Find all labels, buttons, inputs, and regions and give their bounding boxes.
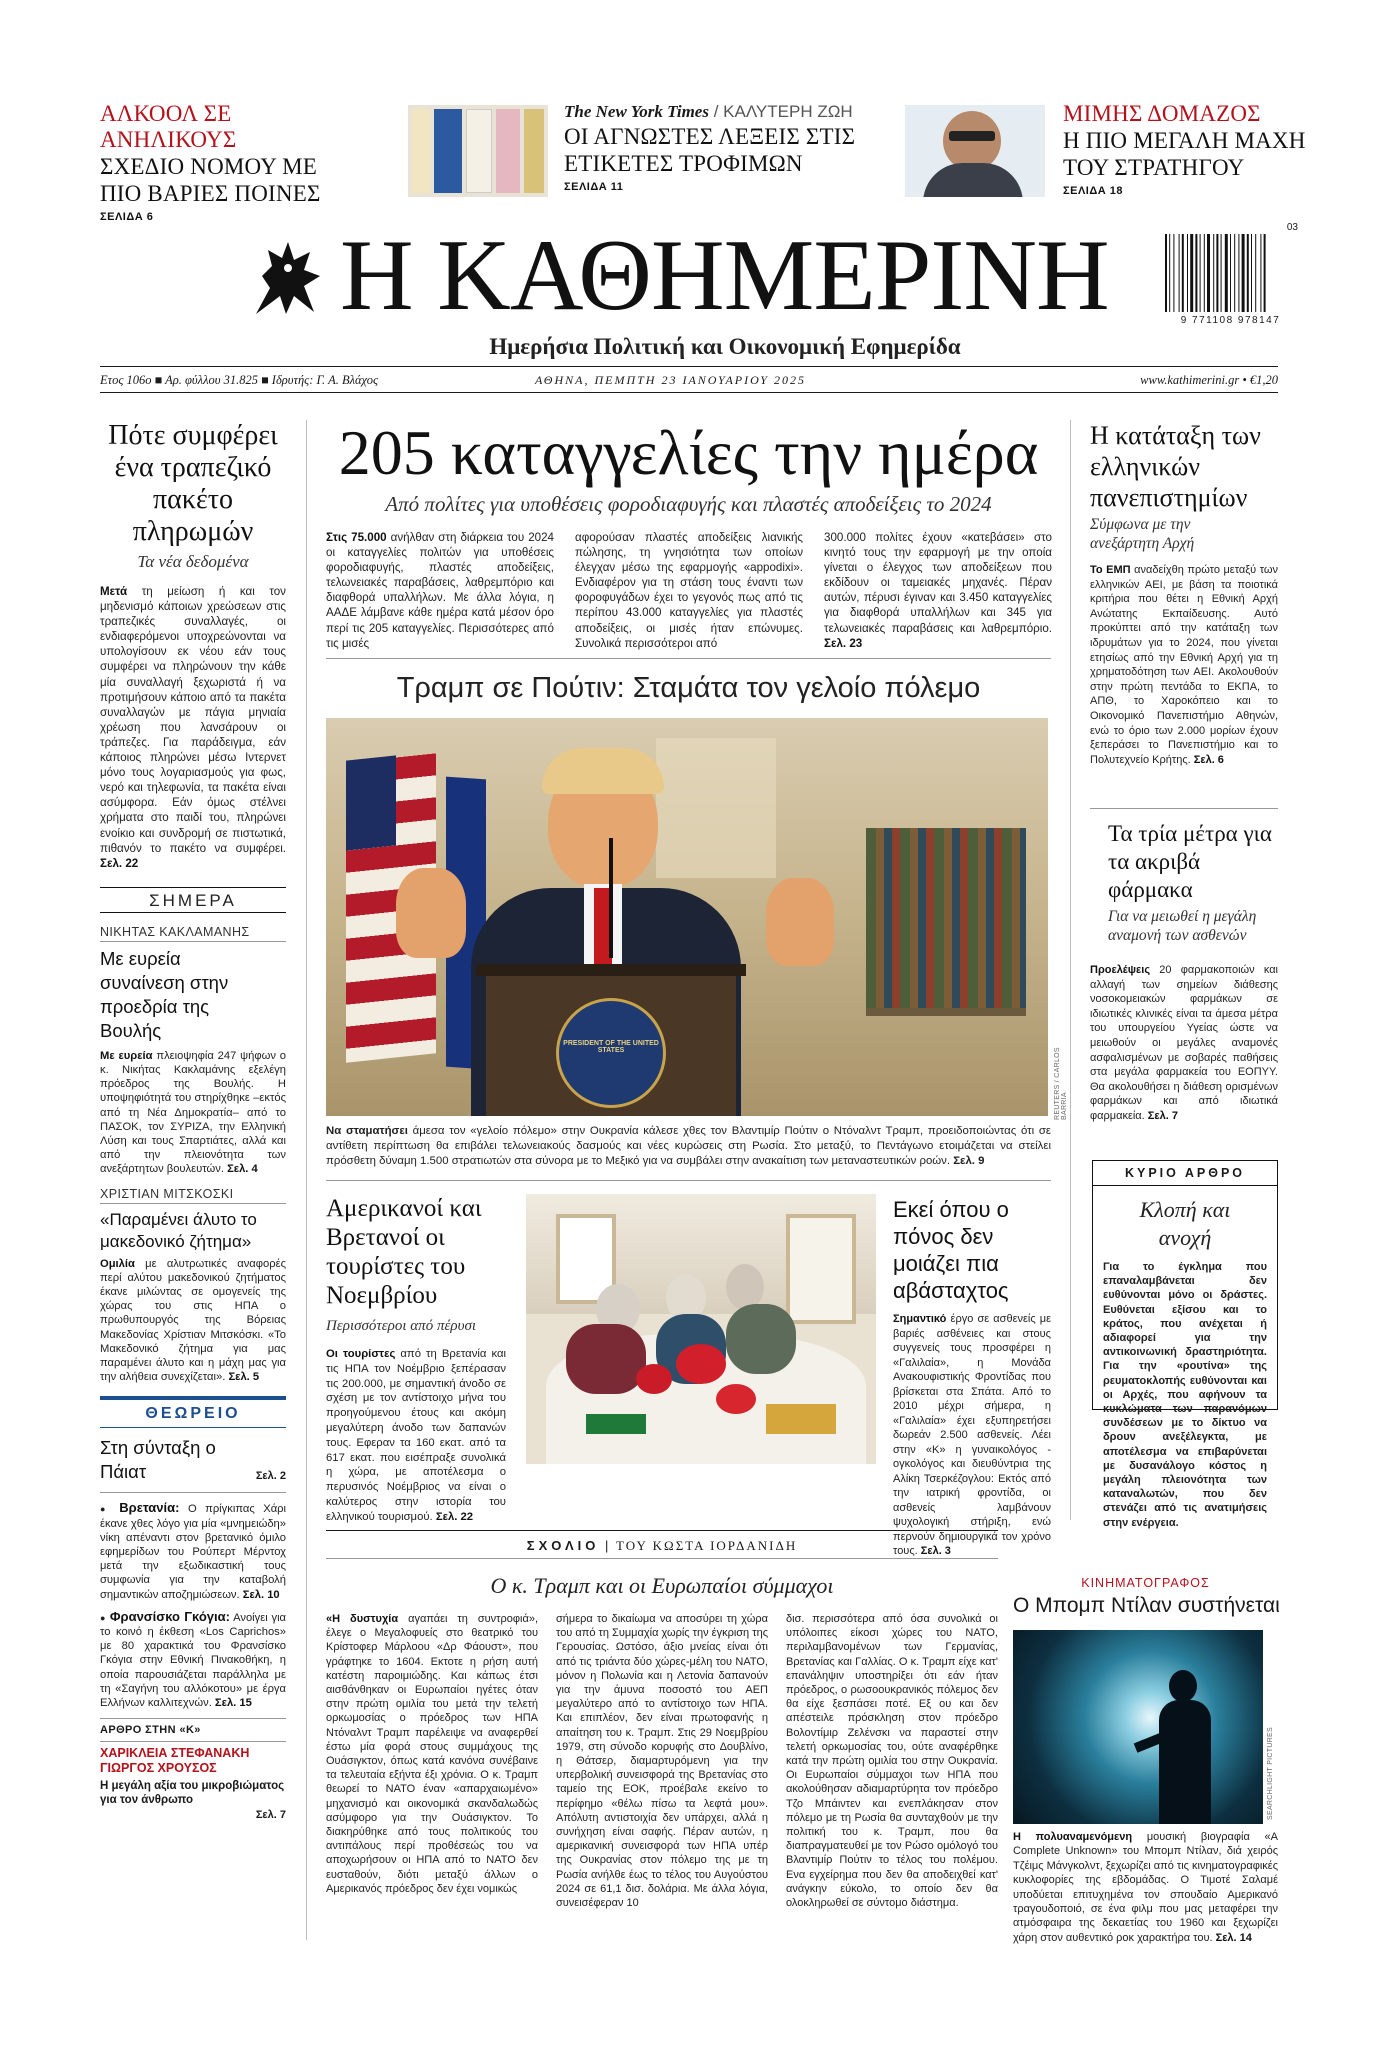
ranking-subtitle: Σύμφωνα με την ανεξάρτητη Αρχή [1090, 516, 1195, 552]
dylan-photo-credit: SEARCHLIGHT PICTURES [1267, 1727, 1274, 1820]
teaser-food-photo [408, 105, 548, 197]
podium-seal-text: PRESIDENT OF THE UNITED STATES [563, 1040, 659, 1054]
op1-author: ΝΙΚΗΤΑΣ ΚΑΚΛΑΜΑΝΗΣ [100, 925, 286, 942]
pain-title: Εκεί όπου ο πόνος δεν μοιάζει πια αβάσταχτος [893, 1197, 1009, 1303]
teaser-kicker: ΑΛΚΟΟΛ ΣΕ ΑΝΗΛΙΚΟΥΣ [100, 101, 237, 152]
today-label: ΣΗΜΕΡΑ [100, 887, 286, 913]
griffin-logo-icon [248, 236, 328, 318]
tourists-subtitle: Περισσότεροι από πέρυσι [326, 1318, 477, 1334]
op1-body: Με ευρεία πλειοψηφία 247 ψήφων ο κ. Νικήτας Κακλαμάνης εξελέγη πρόεδρος της Βουλής. Η υποψηφιότητά του στηρίχθηκε –εκτός από τη Νέα Δημοκρατία– από το ΠΑΣΟΚ, τον ΣΥΡΙΖΑ, την Ελληνική Λύση και τους Σπαρτιάτες, αλλά και από την πλειονότητα των ανεξάρτητων βουλευτών. Σελ. 4 [100, 1049, 287, 1176]
theoreio-box[interactable] [100, 1396, 286, 1482]
comment-title[interactable]: Ο κ. Τραμπ και οι Ευρωπαίοι σύμμαχοι [490, 1573, 834, 1598]
teaser-title: ΟΙ ΑΓΝΩΣΤΕΣ ΛΕΞΕΙΣ ΣΤΙΣ ΕΤΙΚΕΤΕΣ ΤΡΟΦΙΜΩΝ [564, 124, 856, 176]
op1-title[interactable]: Με ευρεία συναίνεση στην προεδρία της Βουλής [100, 947, 229, 1041]
brief-britain[interactable]: ● Βρετανία: Ο πρίγκιπας Χάρι έκανε χθες λόγο για μία «μνημειώδη» νίκη απέναντι στον βρετανικό όμιλο εφημερίδων του Ρούπερτ Μέρντοχ μετά την εξωδικαστική τους συμφωνία για την καταβολή σημαντικών αποζημιώσεων. Σελ. 10 [100, 1500, 287, 1601]
teaser-alcohol[interactable] [100, 101, 360, 223]
teaser-domazos-photo [905, 105, 1045, 197]
lead-card-title[interactable]: Πότε συμφέρει ένα τραπεζικό πακέτο πληρωμών [108, 420, 278, 547]
barcode-digits: 9 771108 978147 [1180, 315, 1281, 326]
brief-goya[interactable]: ● Φρανσίσκο Γκόγια: Ανοίγει για το κοινό η έκθεση «Los Caprichos» με 80 χαρακτικά του Φρανσίσκο Γκόγια στην Εθνική Πινακοθήκη, η οποία παρουσιάζεται παράλληλα με τη «Σαγήνη του αλλόκοτου» με έργα Ελλήνων καλλιτεχνών. Σελ. 15 [100, 1608, 287, 1710]
op2-title[interactable]: «Παραμένει άλυτο το μακεδονικό ζήτημα» [100, 1209, 257, 1251]
teaser-title: Η ΠΙΟ ΜΕΓΑΛΗ ΜΑΧΗ ΤΟΥ ΣΤΡΑΤΗΓΟΥ [1063, 128, 1306, 180]
nyt-brand: The New York Times [564, 102, 709, 121]
main-col-3: 300.000 πολίτες έχουν «κατεβάσει» στο κινητό τους την εφαρμογή με την οποία γίνεται ο έλεγχος των αποδείξεων που εκδίδουν οι ταμειακές μηχανές. Πέραν αυτών, πέρυσι έγιναν και 3.450 καταγγελίες για διαφθορά υπαλλήλων και 345 για τελωνειακές παραβάσεις και λαθρεμπόριο. Σελ. 23 [824, 531, 1052, 650]
comment-header: ΣΧΟΛΙΟ | ΤΟΥ ΚΩΣΤΑ ΙΟΡΔΑΝΙΔΗ [526, 1538, 798, 1553]
film-title: Ο Μπομπ Ντίλαν συστήνεται [1013, 1594, 1280, 1617]
teaser-nyt[interactable] [564, 101, 864, 193]
pain-body: Σημαντικό έργο σε ασθενείς με βαριές ασθένειες και στους συγγενείς τους προσφέρει η «Γαλιλαία», η Μονάδα Ανακουφιστικής Φροντίδας που βρίσκεται στα Σπάτα. Από το 2010 μέχρι σήμερα, η «Γαλιλαία» έχει εξυπηρετήσει δωρεάν 2.500 ασθενείς. Λέει στην «Κ» η γυναικολόγος - ογκολόγος και διευθύντρια της Αλίκη Τσερκέζογλου: Εκτός από την ιατρική φροντίδα, οι ασθενείς λαμβάνουν ψυχολογική στήριξη, ενώ περνούν δημιουργικά τον χρόνο τους. Σελ. 3 [893, 1313, 1052, 1557]
teaser-title: ΣΧΕΔΙΟ ΝΟΜΟΥ ΜΕ ΠΙΟ ΒΑΡΙΕΣ ΠΟΙΝΕΣ [100, 154, 321, 206]
ranking-body: Το ΕΜΠ αναδείχθη πρώτο μεταξύ των ελληνικών ΑΕΙ, με βάση τα ποιοτικά κριτήρια που θέτει η Εθνική Αρχή Ανώτατης Εκπαίδευσης. Αυτό προκύπτει από την κατάταξη των ιδρυμάτων για το 2024, που γίνεται ετησίως από την Εθνική Αρχή για τη χρηματοδότηση των ΑΕΙ. Ακολουθούν στην πρώτη πεντάδα το ΕΚΠΑ, το ΑΠΘ, το Χαροκόπειο και το Οικονομικό Πανεπιστήμιο Αθηνών, ενώ το όριο των 2.000 μορίων έχουν ξεπεράσει το Πανεπιστήμιο και το Πολυτεχνείο Κρήτης. Σελ. 6 [1090, 564, 1278, 766]
theoreio-title: Στη σύνταξη ο Πάιατ [100, 1437, 216, 1483]
barcode-top: 03 [1286, 222, 1298, 233]
editorial-title: Κλοπή και ανοχή [1139, 1197, 1231, 1250]
comment-col-1: «Η δυστυχία αγαπάει τη συντροφιά», έλεγε ο Μεγαλοφυείς στο θεατρικό του Κρίστοφερ Μάρλοου «Δρ Φάουστ», που γράφτηκε το 1604. Εκτοτε η ρήση αυτή κατέστη παροιμιώδης. Και κάπως έτσι αισθάνθηκαν οι Ευρωπαίοι ηγέτες όταν στην πρώτη ομιλία του μετά την τελετή ορκωμοσίας ο πρόεδρος των ΗΠΑ Ντόναλντ Τραμπ παρέλειψε να αναφερθεί έστω μία φορά στους συμμάχους της Ουάσιγκτον, όπως κατά κανόνα συνέβαινε τα τελευταία εξήντα έξι χρόνια. Ο κ. Τραμπ θεωρεί το ΝΑΤΟ έναν «απαρχαιωμένο» μηχανισμό και οικονομικά σκανδαλωδώς ασύμφορο για την Ουάσιγκτον. Το διακηρύθηκε από τους πολιτικούς του αντιπάλους περί προθέσεώς του να αποχωρήσουν οι ΗΠΑ από το ΝΑΤΟ δεν ευσταθούν, διότι μεταξύ άλλων ο Αμερικανός πρόεδρος δεν έχει νομικώς [326, 1613, 538, 1895]
ranking-article[interactable] [1090, 420, 1278, 767]
k-article-page: Σελ. 7 [255, 1809, 286, 1822]
teaser-page: ΣΕΛΙΔΑ 6 [100, 211, 154, 223]
photo-headline[interactable]: Τραμπ σε Πούτιν: Σταμάτα τον γελοίο πόλεμο [396, 672, 981, 704]
galilee-photo [526, 1194, 876, 1464]
theoreio-page: Σελ. 2 [255, 1470, 286, 1483]
main-subheadline: Από πολίτες για υποθέσεις φοροδιαφυγής και πλαστές αποδείξεις το 2024 [385, 492, 992, 516]
teaser-page: ΣΕΛΙΔΑ 18 [1063, 185, 1123, 197]
theoreio-label: ΘΕΩΡΕΙΟ [100, 1400, 286, 1428]
drugs-body: Προελέψεις 20 φαρμακοποιών και αλλαγή των σημείων διάθεσης νοσοκομειακών φαρμάκων σε ιδιωτικές κλινικές είναι τα άμεσα μέτρα του υπουργείου Υγείας ώστε να μειωθούν οι μεγάλες αναμονές ασφαλισμένων με σοβαρές παθήσεις στα μεγάλα φαρμακεία του ΕΟΠΥΥ. Θα ακολουθήσει η διάθεση ορισμένων φαρμάκων και από ιδιωτικά φαρμακεία. Σελ. 7 [1090, 964, 1279, 1122]
dylan-photo [1013, 1630, 1263, 1824]
editorial-box[interactable] [1092, 1160, 1278, 1529]
lead-card-subtitle: Τα νέα δεδομένα [137, 552, 249, 571]
trump-caption: Να σταματήσει άμεσα τον «γελοίο πόλεμο» στην Ουκρανία κάλεσε χθες τον Βλαντιμίρ Πούτιν ο Ντόναλντ Τραμπ, προειδοποιώντας ότι σε αντίθετη περίπτωση θα επιβάλει τελωνειακούς δασμούς και νέες κυρώσεις στη Ρωσία. Στο μεταξύ, το Πεντάγωνο ετοιμάζεται να στείλει πρόσθετη δύναμη 1.500 στρατιωτών στα σύνορα με το Μεξικό για να συμβάλει στην ανακαίτιση των μεταναστευτικών ροών. Σελ. 9 [326, 1125, 1051, 1167]
drugs-title: Τα τρία μέτρα για τα ακριβά φάρμακα [1108, 821, 1272, 902]
left-column [100, 420, 286, 1821]
drugs-subtitle: Για να μειωθεί η μεγάλη αναμονή των ασθενών [1108, 908, 1257, 944]
k-article[interactable] [100, 1724, 286, 1821]
website-price: www.kathimerini.gr • €1,20 [1140, 373, 1278, 387]
masthead-subtitle: Ημερήσια Πολιτική και Οικονομική Εφημερίδα [489, 334, 961, 359]
issue-info: Ετος 106ο ■ Αρ. φύλλου 31.825 ■ Ιδρυτής: Γ. Α. Βλάχος [100, 373, 379, 387]
op2-body: Ομιλία με αλυτρωτικές αναφορές περί αλύτου μακεδονικού ζητήματος έκανε μιλώντας σε ομογενείς της χώρας του στις ΗΠΑ ο πρωθυπουργός της Βόρειας Μακεδονίας Χρίστιαν Μιτσκόσκι. «Το Μακεδονικό ζήτημα για μας παραμένει άλυτο και η μάχη μας για την αλήθεια συνεχίζεται». Σελ. 5 [100, 1257, 286, 1384]
comment-col-2: σήμερα το δικαίωμα να αποσύρει τη χώρα του από τη Συμμαχία χωρίς την έγκριση της Γερουσίας. Ωστόσο, άξιο μνείας είναι ότι από τις τριάντα δύο χώρες-μέλη του ΝΑΤΟ, μόνον η Πολωνία και η Λετονία δαπανούν για την άμυνα ποσοστό του ΑΕΠ μεγαλύτερο από το αντίστοιχο των ΗΠΑ. Και επιπλέον, δεν είναι πρωτοφανής η απαίτηση του κ. Τραμπ. Στις 29 Νοεμβρίου 1979, στη σύνοδο κορυφής στο Δουβλίνο, η Θάτσερ, διαμαρτυρόμενη για την υπερβολική συνεισφορά της Βρετανίας στο ταμείο της ΕΟΚ, προέβαλε εκείνο το περίφημο «θέλω πίσω τα λεφτά μου». Απόλυτη αντιστοιχία δεν υπάρχει, αλλά η συνήχηση είναι σαφής. Πέραν αυτών, η αμερικανική συνεισφορά των ΗΠΑ υπέρ της Ουκρανίας στον πόλεμο της με τη Ρωσία ανήλθε έως το τέλος του Αυγούστου 2024 σε 61,1 δισ. δολάρια. Με άλλα λόγια, συνεισέφεραν 10 [556, 1613, 768, 1910]
drugs-article[interactable] [1108, 820, 1278, 945]
tourists-title: Αμερικανοί και Βρετανοί οι τουρίστες του Νοεμβρίου [326, 1195, 482, 1309]
barcode-icon [1163, 222, 1298, 328]
teaser-kicker: ΜΙΜΗΣ ΔΟΜΑΖΟΣ [1063, 101, 1261, 126]
film-article[interactable] [1013, 1576, 1278, 1619]
tourists-body: Οι τουρίστες από τη Βρετανία και τις ΗΠΑ τον Νοέμβριο ξεπέρασαν τις 200.000, με σημαντική άνοδο σε σχέση με τον αντίστοιχο μήνα του προηγούμενου έτους και ακόμη μεγαλύτερη άνοδο των δαπανών τους. Εφεραν τα 160 εκατ. από τα 617 εκατ. που εισέπραξε συνολικά η χώρα, με αποτέλεσμα ο περυσινός Νοέμβριος να είναι ο καλύτερος στην ιστορία του ελληνικού τουρισμού. Σελ. 22 [326, 1348, 506, 1523]
main-col-1: Στις 75.000 ανήλθαν στη διάρκεια του 2024 οι καταγγελίες πολιτών για υποθέσεις φοροδιαφυγής, πλαστές αποδείξεις, τελωνειακές παραβάσεις, λαθρεμπόριο και διαφθορά υπαλλήλων. Με άλλα λόγια, η ΑΑΔΕ λάμβανε κάθε ημέρα κατά μέσον όρο περί τις 205 καταγγελίες. Περισσότερες από τις μισές [326, 531, 554, 650]
k-article-author: ΧΑΡΙΚΛΕΙΑ ΣΤΕΦΑΝΑΚΗ ΓΙΩΡΓΟΣ ΧΡΟΥΣΟΣ [100, 1741, 286, 1776]
comment-col-3: δισ. περισσότερα από όσα συνολικά οι υπόλοιπες είκοσι χώρες του ΝΑΤΟ, περιλαμβανομένων των Γερμανίας, Βρετανίας και Γαλλίας. Ο κ. Τραμπ είχε κατ' επανάληψιν υποστηρίξει ότι εάν ήταν πρόεδρος, ο ρωσοουκρανικός πόλεμος δεν θα είχε ξεσπάσει ποτέ. Εξ ου και δεν απέστειλε πρόσκληση στον πρόεδρο Βολοντίμιρ Ζελένσκι να παραστεί στην τελετή ορκωμοσίας του, ούτε αναφέρθηκε κατά την πρώτη ομιλία του στην Ουκρανία. Οι Ευρωπαίοι σύμμαχοι των ΗΠΑ που ακολούθησαν αδιαμαρτύρητα τον πρόεδρο Τζο Μπάιντεν και ενεπλάκησαν στον πόλεμο με τη Ρωσία θα συνταχθούν με την πολιτική του κ. Τραμπ, που θα διαπραγματευθεί με τον Ρώσο ομόλογό του Βλαντιμίρ Πούτιν το τέλος του πολέμου. Ενα εγχείρημα που δεν θα αποδειχθεί κατ' ανάγκην εύκολο, το οποίο δεν θα ολοκληρωθεί σε σύντομο διάστημα. [786, 1613, 998, 1910]
trump-photo-credit: REUTERS / CARLOS BARRIA [1054, 1047, 1068, 1120]
teaser-domazos[interactable] [1063, 101, 1353, 197]
film-kicker: ΚΙΝΗΜΑΤΟΓΡΑΦΟΣ [1081, 1576, 1210, 1590]
nyt-section: / ΚΑΛΥΤΕΡΗ ΖΩΗ [713, 102, 853, 121]
main-col-2: αφορούσαν πλαστές αποδείξεις λιανικής πώλησης, τη γνησιότητα των οποίων έλεγχαν μέσω της εφαρμογής «appodixi». Ενδιαφέρον για τη στάση τους έναντι των φοροφυγάδων έχει το γεγονός πως από τις περίπου 43.000 καταγγελίες για πλαστές αποδείξεις, οι μισές ήταν επώνυμες. Συνολικά περισσότεροι από [575, 531, 803, 650]
teaser-page: ΣΕΛΙΔΑ 11 [564, 181, 624, 193]
main-headline[interactable]: 205 καταγγελίες την ημέρα [338, 417, 1039, 488]
comment-label: ΣΧΟΛΙΟ [526, 1538, 600, 1553]
trump-photo [326, 718, 1048, 1116]
lead-card-body: Μετά τη μείωση ή και τον μηδενισμό κάποιων χρεώσεων στις τραπεζικές συναλλαγές, οι ενδιαφερόμενοι υποχρεώνονται να υπολογίσουν εκ νέου εάν τους συμφέρει να πληρώνουν την κάθε μία συναλλαγή ξεχωριστά ή να προτιμήσουν κάποιο από τα πακέτα συναλλαγών με πάγια μηνιαία χρέωση που λανσάρουν οι τράπεζες. Για παράδειγμα, εάν κάποιος πληρώνει μέσω Ιντερνετ μόνο τους λογαριασμούς για φως, νερό και τηλεφωνία, τα πακέτα είναι ασύμφορα. Εάν όμως στέλνει χρήματα στο παιδί του, πληρώνει ενοίκιο και συνδρομή σε πιστωτικά, πιθανόν το πακέτο να συμφέρει. Σελ. 22 [100, 585, 286, 870]
k-article-title: Η μεγάλη αξία του μικροβιώματος για τον άνθρωπο [100, 1780, 285, 1807]
editorial-label: ΚΥΡΙΟ ΑΡΘΡΟ [1093, 1161, 1277, 1186]
issue-date: ΑΘΗΝΑ, ΠΕΜΠΤΗ 23 ΙΑΝΟΥΑΡΙΟΥ 2025 [535, 373, 806, 387]
ranking-title: Η κατάταξη των ελληνικών πανεπιστημίων [1090, 421, 1261, 512]
k-article-label: ΑΡΘΡΟ ΣΤΗΝ «Κ» [100, 1724, 201, 1737]
editorial-body: Για το έγκλημα που επαναλαμβάνεται δεν ευθύνονται μόνο οι δράστες. Ευθύνεται εξίσου και το κράτος, που ανέχεται ή αδιαφορεί για την αντικοινωνική δραστηριότητα. Για την «ρουτίνα» της ρευματοκλοπής ευθύνονται και οι Αρχές, που αφήνουν τα κυκλώματα των παρανόμων συνδέσεων με το δίκτυο να δρουν ανεξέλεγκτα, με αποτέλεσμα να επιβαρύνεται με δυσανάλογο κόστος η μεγάλη πλειονότητα των καταναλωτών, που δεν στενάζει από τις ανατιμήσεις στην ενέργεια. [1103, 1261, 1267, 1529]
tourists-article[interactable] [326, 1194, 506, 1525]
op2-author: ΧΡΙΣΤΙΑΝ ΜΙΤΣΚΟΣΚΙ [100, 1187, 286, 1204]
pain-article[interactable] [893, 1196, 1051, 1559]
masthead-title: Η ΚΑΘΗΜΕΡΙΝΗ [340, 219, 1109, 332]
comment-author: ΤΟΥ ΚΩΣΤΑ ΙΟΡΔΑΝΙΔΗ [616, 1538, 798, 1553]
film-body: Η πολυαναμενόμενη μουσική βιογραφία «A Complete Unknown» του Μπομπ Ντίλαν, διά χειρός Τζέιμς Μάνγκολντ, ξεχωρίζει από τις κινηματογραφικές κυκλοφορίες της εβδομάδας. Ο Τιμοτέ Σαλαμέ υποδύεται επιτυχημένα τον σπουδαίο Αμερικανό τραγουδοποιό, σε ένα φιλμ που μας μεταφέρει την ατμόσφαιρα της δεκαετίας του 1960 και ξεχωρίζει χάρη στον αυθεντικό ροκ χαρακτήρα του. Σελ. 14 [1013, 1831, 1278, 1944]
